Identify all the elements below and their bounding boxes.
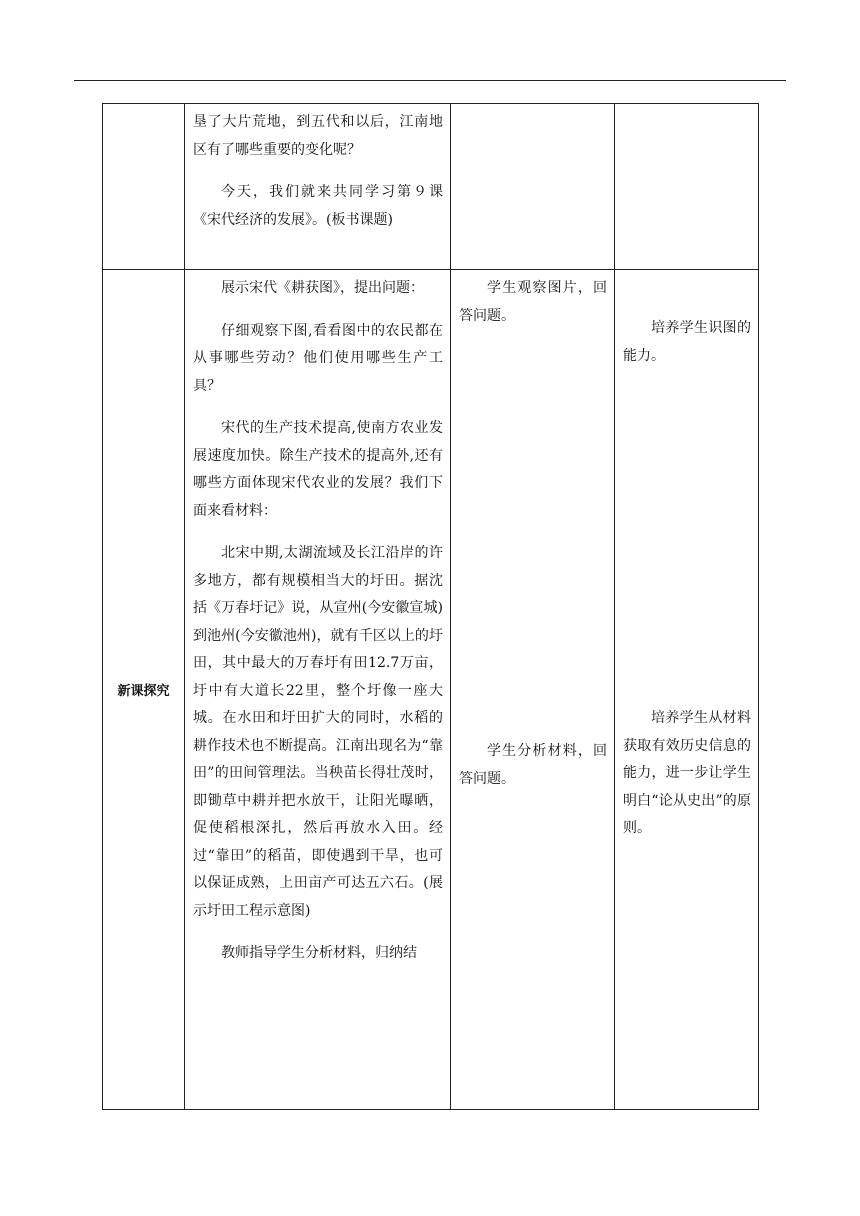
- student-activity-cell: [451, 270, 615, 1110]
- spacer: [459, 345, 607, 738]
- table-row: [103, 104, 759, 270]
- teacher-paragraph: 垦了大片荒地，到五代和以后，江南地区有了哪些重要的变化呢？: [193, 114, 443, 158]
- teacher-paragraph: 仔细观察下图,看看图中的农民都在从事哪些劳动？他们使用哪些生产工具？: [193, 322, 443, 394]
- teacher-paragraph: 展示宋代《耕获图》，提出问题：: [221, 280, 424, 296]
- teacher-activity-cell: [185, 270, 451, 1110]
- student-activity: 学生观察图片，回答问题。: [459, 280, 607, 324]
- teacher-paragraph: 宋代的生产技术提高,使南方农业发展速度加快。除生产技术的提高外,还有哪些方面体现宋代农业的发展？我们下面来看材料：: [193, 420, 443, 519]
- table-row: [103, 270, 759, 1110]
- spacer: [623, 385, 751, 705]
- lesson-plan-table: [102, 103, 759, 1110]
- section-label: 新课探究: [103, 270, 185, 1110]
- design-intent-cell: [615, 270, 759, 1110]
- design-intent: 培养学生从材料获取有效历史信息的能力，进一步让学生明白“论从史出”的原则。: [623, 710, 751, 836]
- teacher-paragraph: 北宋中期,太湖流域及长江沿岸的许多地方，都有规模相当大的圩田。据沈括《万春圩记》说，从宣州(今安徽宣城)到池州(今安徽池州)，就有千区以上的圩田，其中最大的万春圩有田12.7万亩，圩中有大道长22里，整个圩像一座大城。在水田和圩田扩大的同时，水稻的耕作技术也不断提高。江南出现名为“靠田”的田间管理法。当秧苗长得壮茂时，即锄草中耕并把水放干，让阳光曝晒，促使稻根深扎，然后再放水入田。经过“靠田”的稻苗，即使遇到干旱，也可以保证成熟，上田亩产可达五六石。(展示圩田工程示意图): [193, 545, 443, 919]
- teacher-paragraph: 今天，我们就来共同学习第９课《宋代经济的发展》。(板书课题): [193, 184, 443, 228]
- section-cell-empty: [103, 104, 185, 270]
- design-intent-cell: [615, 104, 759, 270]
- teacher-paragraph: 教师指导学生分析材料，归纳结: [221, 945, 417, 961]
- design-intent: 培养学生识图的能力。: [623, 320, 751, 364]
- student-activity-cell: [451, 104, 615, 270]
- student-activity: 学生分析材料，回答问题。: [459, 743, 607, 787]
- teacher-activity-cell: [185, 104, 451, 270]
- header-rule: [74, 80, 786, 81]
